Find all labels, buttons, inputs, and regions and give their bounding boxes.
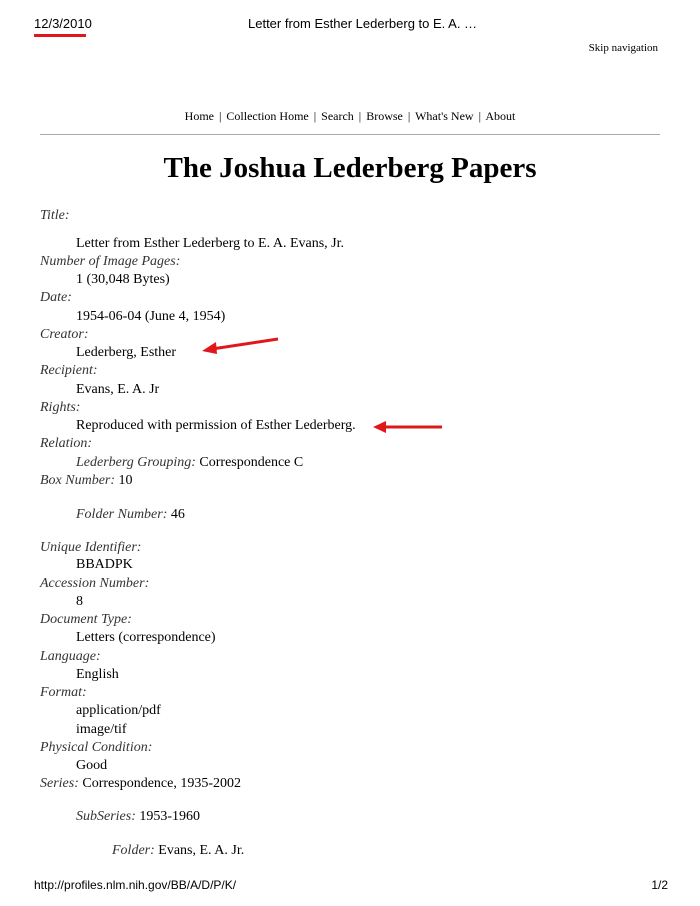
- pages-value: 1 (30,048 Bytes): [76, 272, 170, 287]
- print-header: [0, 14, 700, 36]
- box-value: 10: [118, 473, 133, 488]
- condition-label: Physical Condition:: [40, 740, 153, 755]
- subseries-value: 1953-1960: [139, 809, 201, 824]
- recipient-label: Recipient:: [40, 363, 98, 378]
- doctype-value: Letters (correspondence): [76, 630, 216, 645]
- horizontal-divider: [40, 134, 660, 135]
- folder-number-row: [76, 507, 185, 523]
- print-date: 12/3/2010: [34, 16, 92, 31]
- date-value: 1954-06-04 (June 4, 1954): [76, 309, 226, 324]
- subseries-row: [76, 809, 200, 825]
- nav-whats-new[interactable]: What's New: [415, 109, 474, 123]
- footer-page-number: 1/2: [651, 878, 668, 892]
- rights-label: Rights:: [40, 400, 81, 415]
- folder-row: [112, 843, 244, 859]
- nav-separator: |: [313, 109, 317, 123]
- print-page-title: Letter from Esther Lederberg to E. A. …: [248, 16, 478, 31]
- format-value-pdf: application/pdf: [76, 703, 161, 718]
- title-label: Title:: [40, 208, 70, 223]
- condition-value: Good: [76, 758, 108, 773]
- format-label: Format:: [40, 685, 87, 700]
- box-label: Box Number:: [40, 473, 116, 488]
- folder-number-value: 46: [170, 507, 185, 522]
- grouping-row: [76, 455, 303, 471]
- nav-home[interactable]: Home: [184, 109, 214, 123]
- doctype-label: Document Type:: [40, 612, 132, 627]
- accession-value: 8: [76, 594, 83, 609]
- nav-about[interactable]: About: [485, 109, 516, 123]
- nav-search[interactable]: Search: [321, 109, 354, 123]
- subseries-label: SubSeries:: [76, 809, 136, 824]
- folder-value: Evans, E. A. Jr.: [158, 843, 245, 858]
- series-row: [40, 776, 241, 792]
- red-underline-annotation: [34, 34, 86, 37]
- footer-url: http://profiles.nlm.nih.gov/BB/A/D/P/K/: [34, 878, 237, 892]
- grouping-value: Correspondence C: [199, 455, 304, 470]
- nav-separator: |: [358, 109, 362, 123]
- creator-value: Lederberg, Esther: [76, 345, 177, 360]
- folder-number-label: Folder Number:: [76, 507, 168, 522]
- language-value: English: [76, 667, 119, 682]
- series-label: Series:: [40, 776, 79, 791]
- page-title: The Joshua Lederberg Papers: [163, 152, 537, 184]
- creator-label: Creator:: [40, 327, 89, 342]
- accession-label: Accession Number:: [40, 576, 150, 591]
- grouping-label: Lederberg Grouping:: [76, 455, 196, 470]
- rights-value: Reproduced with permission of Esther Lederberg.: [76, 418, 356, 433]
- title-value: Letter from Esther Lederberg to E. A. Evans, Jr.: [76, 236, 344, 251]
- uid-value: BBADPK: [76, 557, 133, 572]
- relation-label: Relation:: [40, 436, 93, 451]
- nav-separator: |: [407, 109, 411, 123]
- format-value-tif: image/tif: [76, 722, 127, 737]
- folder-label: Folder:: [112, 843, 155, 858]
- date-label: Date:: [40, 290, 72, 305]
- uid-label: Unique Identifier:: [40, 540, 142, 555]
- nav-separator: |: [219, 109, 222, 123]
- nav-collection-home[interactable]: Collection Home: [226, 109, 309, 123]
- red-arrow-creator-icon: [198, 334, 282, 356]
- skip-navigation-link[interactable]: Skip navigation: [588, 42, 658, 54]
- red-arrow-rights-icon: [370, 418, 444, 436]
- recipient-value: Evans, E. A. Jr: [76, 382, 160, 397]
- nav-separator: |: [478, 109, 481, 123]
- pages-label: Number of Image Pages:: [40, 254, 181, 269]
- top-navigation: [0, 109, 700, 124]
- box-row: [40, 473, 133, 489]
- language-label: Language:: [40, 649, 101, 664]
- nav-browse[interactable]: Browse: [366, 109, 403, 123]
- series-value: Correspondence, 1935-2002: [82, 776, 242, 791]
